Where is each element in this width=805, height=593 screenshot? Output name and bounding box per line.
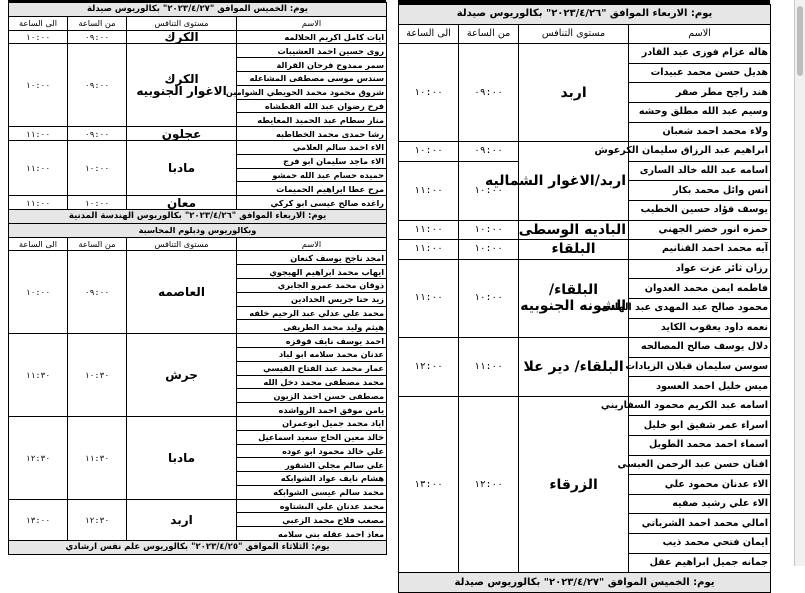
student-name: الاء ماجد سليمان ابو فرج xyxy=(237,154,387,168)
competition-level: عجلون xyxy=(127,127,237,141)
left-day2-subtitle-text: وبكالوريوس ودبلوم المحاسبة xyxy=(9,223,387,237)
table-row xyxy=(9,416,387,430)
student-name: محمد علي عدلي عبد الرحيم خلفه xyxy=(237,306,387,320)
time-to: ١١:٠٠ xyxy=(399,220,459,240)
student-name: روى حسين احمد العشيبات xyxy=(237,44,387,58)
time-from: ٠٩:٠٠ xyxy=(459,44,519,142)
time-to: ١٠:٠٠ xyxy=(399,142,459,162)
header-level: مستوى التنافس xyxy=(127,237,237,251)
time-to: ١٢:٠٠ xyxy=(399,338,459,397)
student-name: فاطمه ايمن محمد العدوان xyxy=(629,279,771,299)
table-row xyxy=(9,44,387,58)
header-to: الى الساعة xyxy=(9,16,68,30)
scrollbar-thumb[interactable] xyxy=(797,6,803,76)
header-from: من الساعة xyxy=(68,16,127,30)
student-name: الاء عدنان محمود علي xyxy=(629,475,771,495)
header-name: الاسم xyxy=(237,16,387,30)
table-row xyxy=(9,499,387,513)
student-name: علي خالد محمود ابو عوده xyxy=(237,444,387,458)
student-name: محمد مصطفى محمد دخل الله xyxy=(237,375,387,389)
time-from: ١٠:٠٠ xyxy=(459,259,519,337)
competition-level: اربد/الاغوار الشماليه xyxy=(519,142,629,220)
student-name: هاله عزام فوزى عبد القادر xyxy=(629,44,771,64)
time-from: ٠٩:٠٠ xyxy=(68,44,127,127)
time-from: ٠٩:٠٠ xyxy=(459,142,519,162)
student-name: امالي محمد احمد الشرباتي xyxy=(629,514,771,534)
student-name: هيثم وليد محمد الطريفى xyxy=(237,320,387,334)
time-to: ١٣:٠٠ xyxy=(9,499,68,540)
time-from: ١١:٠٠ xyxy=(459,338,519,397)
header-to: الى الساعة xyxy=(399,24,459,44)
competition-level: البلقاء/ دير علا xyxy=(519,338,629,397)
table-row xyxy=(9,127,387,141)
table-row xyxy=(9,140,387,154)
right-schedule-table xyxy=(398,4,771,593)
header-name: الاسم xyxy=(629,24,771,44)
left-day2-title xyxy=(9,209,387,223)
student-name: اسماء احمد محمد الطويل xyxy=(629,436,771,456)
table-row xyxy=(399,338,771,358)
vertical-scrollbar[interactable] xyxy=(794,0,805,566)
time-from: ١٠:٠٠ xyxy=(459,161,519,220)
left-day1-title xyxy=(9,3,387,17)
student-name: اسامه عبد الكريم محمود السفاريني xyxy=(629,396,771,416)
student-name: جمانه جميل ابراهيم عقل xyxy=(629,553,771,573)
header-to: الى الساعة xyxy=(9,237,68,251)
student-name: ابراهيم عبد الرزاق سليمان الكرعوش xyxy=(629,142,771,162)
competition-level: الكرك الاغوار الجنوبيه xyxy=(127,44,237,127)
time-from: ١٠:٠٠ xyxy=(68,196,127,210)
table-row xyxy=(9,334,387,348)
student-name: مصعب فلاح محمد الزعبي xyxy=(237,513,387,527)
student-name: يوسف فؤاد حسين الخطيب xyxy=(629,200,771,220)
competition-level: العاصمه xyxy=(127,251,237,334)
competition-level: معان xyxy=(127,196,237,210)
time-from: ١٢:٣٠ xyxy=(68,499,127,540)
table-row xyxy=(399,220,771,240)
time-to: ١١:٠٠ xyxy=(9,127,68,141)
competition-level: مادبا xyxy=(127,140,237,195)
column-header-row xyxy=(9,237,387,251)
competition-level: اربد xyxy=(127,499,237,540)
student-name: انس وائل محمد بكار xyxy=(629,181,771,201)
left-schedule-table xyxy=(8,2,387,555)
student-name: رشا حمدى محمد الخطاطبه xyxy=(237,127,387,141)
student-name: ايمان فتحي محمد ذيب xyxy=(629,534,771,554)
left-next-day-title xyxy=(9,541,387,555)
student-name: الاء احمد سالم العلامي xyxy=(237,140,387,154)
student-name: اياد محمد جميل ابوعمران xyxy=(237,416,387,430)
time-to: ١٣:٠٠ xyxy=(399,396,459,572)
time-from: ١٠:٠٠ xyxy=(459,220,519,240)
student-name: مصطفى حسن احمد الزيون xyxy=(237,389,387,403)
column-header-row xyxy=(9,16,387,30)
student-name: هند راجح مطر صقر xyxy=(629,83,771,103)
time-to: ١١:٠٠ xyxy=(399,259,459,337)
student-name: فرح رضوان عبد الله القطشاه xyxy=(237,99,387,113)
time-from: ١٠:٠٠ xyxy=(459,240,519,260)
left-day2-subtitle xyxy=(9,223,387,237)
student-name: حمزه انور خضر الجهني xyxy=(629,220,771,240)
student-name: وسيم عبد الله مطلق وحشه xyxy=(629,102,771,122)
time-to: ١٠:٠٠ xyxy=(9,251,68,334)
left-next-day-title-text: يوم: الثلاثاء الموافق "٢٠٢٣/٤/٢٥" بكالوريوس علم نفس ارشادي xyxy=(9,541,387,555)
time-from: ١٢:٠٠ xyxy=(459,396,519,572)
student-name: منار سطام عبد الحميد المعايطه xyxy=(237,113,387,127)
time-from: ٠٩:٠٠ xyxy=(68,127,127,141)
student-name: سمر ممدوح فرحان القرالة xyxy=(237,58,387,72)
student-name: راغده صالح عيسى ابو كركي xyxy=(237,196,387,210)
time-from: ١٠:٣٠ xyxy=(68,334,127,417)
student-name: سندس موسى مصطفى المشاعله xyxy=(237,71,387,85)
student-name: آيه محمد احمد القنانيم xyxy=(629,240,771,260)
student-name: زيد حنا جريس الحدادين xyxy=(237,292,387,306)
student-name: احمد يوسف نايف قوقزه xyxy=(237,334,387,348)
student-name: اسراء عمر شفيق ابو خليل xyxy=(629,416,771,436)
right-next-day-title-text: يوم: الخميس الموافق "٢٠٢٣/٤/٢٧" بكالوريوس صيدلة xyxy=(399,573,771,593)
table-row xyxy=(399,396,771,416)
competition-level: البلقاء/ الشونه الجنوبيه xyxy=(519,259,629,337)
header-name: الاسم xyxy=(237,237,387,251)
time-to: ١١:٠٠ xyxy=(399,240,459,260)
table-row xyxy=(9,251,387,265)
student-name: سوسن سليمان قبلان الزيادات xyxy=(629,357,771,377)
student-name: ذوقان محمد عمرو الجابري xyxy=(237,278,387,292)
table-row xyxy=(399,259,771,279)
student-name: حميده حسام عبد الله حمشو xyxy=(237,168,387,182)
competition-level: البلقاء xyxy=(519,240,629,260)
table-row xyxy=(9,30,387,44)
header-level: مستوى التنافس xyxy=(127,16,237,30)
student-name: نعمه داود يعقوب الكايد xyxy=(629,318,771,338)
student-name: معاذ احمد عقله بني سلامه xyxy=(237,527,387,541)
student-name: علي سالم مجلي الشقور xyxy=(237,458,387,472)
header-from: من الساعة xyxy=(459,24,519,44)
student-name: ولاء محمد احمد شعبان xyxy=(629,122,771,142)
table-row xyxy=(399,240,771,260)
competition-level: الزرقاء xyxy=(519,396,629,572)
student-name: الاء علي رشيد صفيه xyxy=(629,494,771,514)
time-from: ١٠:٠٠ xyxy=(68,140,127,195)
table-row xyxy=(399,142,771,162)
student-name: عمار محمد عبد الفتاح القيسي xyxy=(237,361,387,375)
time-to: ١١:٠٠ xyxy=(9,196,68,210)
column-header-row xyxy=(399,24,771,44)
student-name: دلال يوسف صالح المصالحه xyxy=(629,338,771,358)
time-from: ٠٩:٠٠ xyxy=(68,30,127,44)
student-name: خالد معين الحاج سعيد اسماعيل xyxy=(237,430,387,444)
competition-level: جرش xyxy=(127,334,237,417)
student-name: هشام نايف عواد الشوابكه xyxy=(237,472,387,486)
time-to: ١٠:٠٠ xyxy=(9,44,68,127)
competition-level: الكرك xyxy=(127,30,237,44)
student-name: مرح عطا ابراهيم الحميمات xyxy=(237,182,387,196)
right-day-title xyxy=(399,5,771,25)
student-name: ايات كامل اكريم الحلالمه xyxy=(237,30,387,44)
time-to: ١١:٠٠ xyxy=(399,161,459,220)
right-next-day-title xyxy=(399,573,771,593)
competition-level: اربد xyxy=(519,44,629,142)
time-to: ١٠:٠٠ xyxy=(9,30,68,44)
student-name: ايهاب محمد ابراهيم الهيجوي xyxy=(237,265,387,279)
right-day-title-text: يوم: الاربعاء الموافق "٢٠٢٣/٤/٢٦" بكالوريوس صيدلة xyxy=(399,5,771,25)
header-level: مستوى التنافس xyxy=(519,24,629,44)
time-to: ١١:٣٠ xyxy=(9,334,68,417)
time-to: ١٠:٠٠ xyxy=(399,44,459,142)
header-from: من الساعة xyxy=(68,237,127,251)
competition-level: مادبا xyxy=(127,416,237,499)
student-name: عدنان محمد سلامه ابو لباد xyxy=(237,347,387,361)
student-name: افنان حسن عبد الرحمن العبسي xyxy=(629,455,771,475)
competition-level: الباديه الوسطى xyxy=(519,220,629,240)
time-from: ١١:٣٠ xyxy=(68,416,127,499)
table-row xyxy=(9,196,387,210)
student-name: محمود صالح عبد المهدى عبد الهادى xyxy=(629,298,771,318)
student-name: محمد سالم عيسى الشوابكه xyxy=(237,485,387,499)
left-day1-title-text: يوم: الخميس الموافق "٢٠٢٣/٤/٢٧" بكالوريوس صيدلة xyxy=(9,3,387,17)
time-to: ١١:٠٠ xyxy=(9,140,68,195)
student-name: شروق محمود محمد الحويطي الشوامين xyxy=(237,85,387,99)
left-day2-title-text: يوم: الاربعاء الموافق "٢٠٢٣/٤/٢٦" بكالوريوس الهندسة المدنية xyxy=(9,209,387,223)
student-name: محمد عدنان علي البشتاوه xyxy=(237,499,387,513)
student-name: هديل حسن محمد عبيدات xyxy=(629,63,771,83)
student-name: امجد ناجح يوسف كنعان xyxy=(237,251,387,265)
student-name: يامن موفق احمد الرواشده xyxy=(237,403,387,417)
student-name: رزان ثائر عزت عواد xyxy=(629,259,771,279)
time-to: ١٢:٣٠ xyxy=(9,416,68,499)
table-row xyxy=(399,44,771,64)
time-from: ٠٩:٠٠ xyxy=(68,251,127,334)
student-name: اسامه عبد الله خالد السارى xyxy=(629,161,771,181)
student-name: ميس خليل احمد العسود xyxy=(629,377,771,397)
